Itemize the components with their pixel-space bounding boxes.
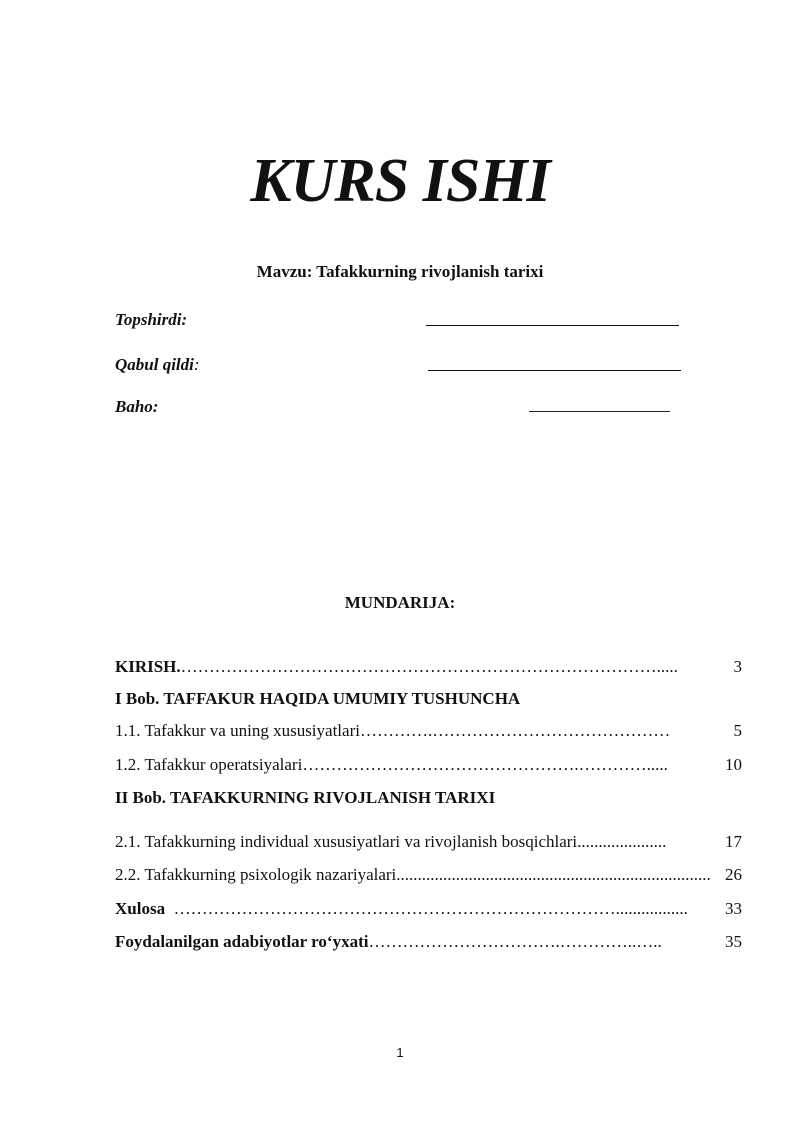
toc-entry-title: KIRISH. — [115, 657, 181, 676]
toc-entry-kirish — [115, 655, 742, 679]
accepted-blank-line — [428, 370, 681, 371]
accepted-label-text: Qabul qildi — [115, 355, 194, 374]
toc-entry-leader: .......................................................................... — [396, 865, 711, 884]
accepted-label — [115, 355, 200, 375]
toc-entry-leader: …………………………….…………..….. — [368, 932, 662, 951]
toc-entry-xulosa — [115, 897, 742, 921]
toc-entry-title: II Bob. TAFAKKURNING RIVOJLANISH TARIXI — [115, 788, 496, 807]
toc-entry-title: I Bob. TAFFAKUR HAQIDA UMUMIY TUSHUNCHA — [115, 689, 521, 708]
toc-entry-title: 1.2. Tafakkur operatsiyalari — [115, 755, 303, 774]
toc-entry-leader: ………….…………………………………… — [359, 721, 671, 740]
toc-entry-leader: ..................... — [577, 832, 667, 851]
grade-label: Baho: — [115, 397, 159, 416]
toc-entry-1-1 — [115, 719, 742, 743]
toc-entry-title: 2.1. Tafakkurning individual xususiyatlari va rivojlanish bosqichlari — [115, 832, 578, 851]
toc-entry-leader: ………………………………………….…………..... — [302, 755, 668, 774]
toc-heading: MUNDARIJA: — [344, 593, 456, 612]
toc-entry-page: 26 — [725, 863, 742, 887]
document-title: KURS ISHI — [250, 147, 550, 215]
submitted-label: Topshirdi: — [115, 310, 188, 329]
topic-line: Mavzu: Tafakkurning rivojlanish tarixi — [256, 262, 544, 281]
toc-entry-title: 2.2. Tafakkurning psixologik nazariyalari — [115, 865, 397, 884]
toc-entry-page: 17 — [725, 830, 742, 854]
toc-entry-2-1 — [115, 830, 742, 854]
toc-entry-chapter-2 — [115, 786, 742, 810]
toc-entry-page: 35 — [725, 930, 742, 954]
toc-entry-leader: ……………………………………………………………………................. — [173, 899, 688, 918]
toc-entry-2-2 — [115, 863, 742, 887]
toc-entry-1-2 — [115, 753, 742, 777]
page-number: 1 — [396, 1045, 404, 1060]
grade-blank-line — [529, 411, 670, 412]
submitted-blank-line — [426, 325, 679, 326]
toc-entry-title: Xulosa — [115, 899, 174, 918]
toc-entry-page: 5 — [734, 719, 743, 743]
toc-entry-page: 33 — [725, 897, 742, 921]
toc-entry-page: 3 — [734, 655, 743, 679]
toc-entry-page: 10 — [725, 753, 742, 777]
toc-entry-chapter-1 — [115, 687, 742, 711]
toc-entry-title: 1.1. Tafakkur va uning xususiyatlari — [115, 721, 360, 740]
accepted-label-colon: : — [193, 355, 200, 374]
toc-entry-title: Foydalanilgan adabiyotlar ro‘yxati — [115, 932, 369, 951]
toc-entry-leader: …………………………………………………………………………..... — [180, 657, 678, 676]
toc-entry-references — [115, 930, 742, 954]
